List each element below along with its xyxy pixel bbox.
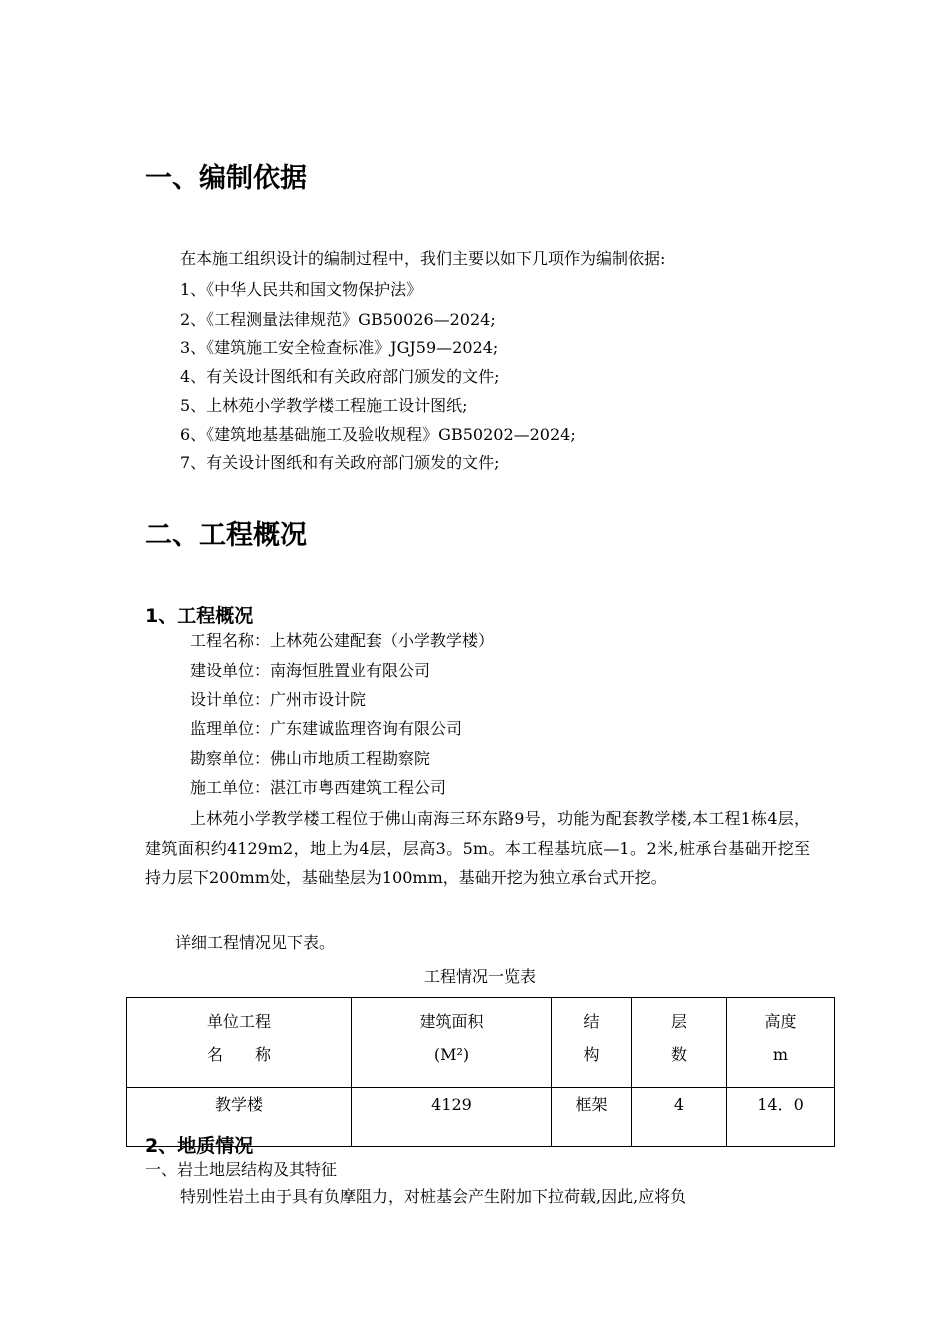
field-supervisor: 监理单位：广东建诚监理咨询有限公司: [190, 719, 463, 738]
cell-floor-area: 4129: [352, 1088, 552, 1147]
header-floor-area: 建筑面积 (M²): [352, 998, 552, 1088]
table-header-row: [127, 998, 835, 1088]
cell-structure: 框架: [552, 1088, 632, 1147]
cell-unit-name: 教学楼: [127, 1088, 352, 1147]
basis-intro: 在本施工组织设计的编制过程中，我们主要以如下几项作为编制依据:: [180, 249, 666, 268]
header-structure: 结 构: [552, 998, 632, 1088]
see-table-note: 详细工程情况见下表。: [175, 933, 336, 952]
field-designer: 设计单位：广州市设计院: [190, 690, 367, 709]
basis-item-7: 7、有关设计图纸和有关政府部门颁发的文件;: [180, 453, 500, 472]
project-info-table: [126, 997, 835, 1147]
field-survey: 勘察单位：佛山市地质工程勘察院: [190, 749, 431, 768]
field-developer: 建设单位：南海恒胜置业有限公司: [190, 661, 431, 680]
subsection-overview-title: 1、工程概况: [145, 605, 254, 627]
field-project-name: 工程名称：上林苑公建配套（小学教学楼）: [190, 631, 495, 650]
basis-item-1: 1、《中华人民共和国文物保护法》: [180, 280, 423, 299]
project-description: 上林苑小学教学楼工程位于佛山南海三环东路9号，功能为配套教学楼,本工程1栋4层，建筑面积约4129m2，地上为4层，层高3。5m。本工程基坑底—1。2米,桩承台基础开挖至持力层下200mm处，基础垫层为100mm，基础开挖为独立承台式开挖。: [145, 809, 810, 887]
geology-subheading: 一、岩土地层结构及其特征: [145, 1160, 338, 1179]
cell-floors: 4: [632, 1088, 727, 1147]
header-height: 高度 m: [727, 998, 835, 1088]
section-1-title: 一、编制依据: [145, 163, 307, 194]
basis-item-6: 6、《建筑地基基础施工及验收规程》GB50202—2024;: [180, 425, 576, 444]
basis-item-5: 5、上林苑小学教学楼工程施工设计图纸;: [180, 396, 468, 415]
header-floors: 层 数: [632, 998, 727, 1088]
header-unit-name: 单位工程 名 称: [127, 998, 352, 1088]
basis-item-2: 2、《工程测量法律规范》GB50026—2024;: [180, 310, 496, 329]
basis-item-4: 4、有关设计图纸和有关政府部门颁发的文件;: [180, 367, 500, 386]
geology-text: 特别性岩土由于具有负摩阻力，对桩基会产生附加下拉荷载,因此,应将负: [180, 1187, 687, 1206]
table-caption: 工程情况一览表: [423, 967, 536, 986]
subsection-geology-title: 2、地质情况: [145, 1135, 254, 1157]
cell-height: 14．0: [727, 1088, 835, 1147]
section-2-title: 二、工程概况: [145, 520, 307, 551]
field-contractor: 施工单位：湛江市粤西建筑工程公司: [190, 778, 447, 797]
basis-item-3: 3、《建筑施工安全检查标准》JGJ59—2024;: [180, 338, 499, 357]
